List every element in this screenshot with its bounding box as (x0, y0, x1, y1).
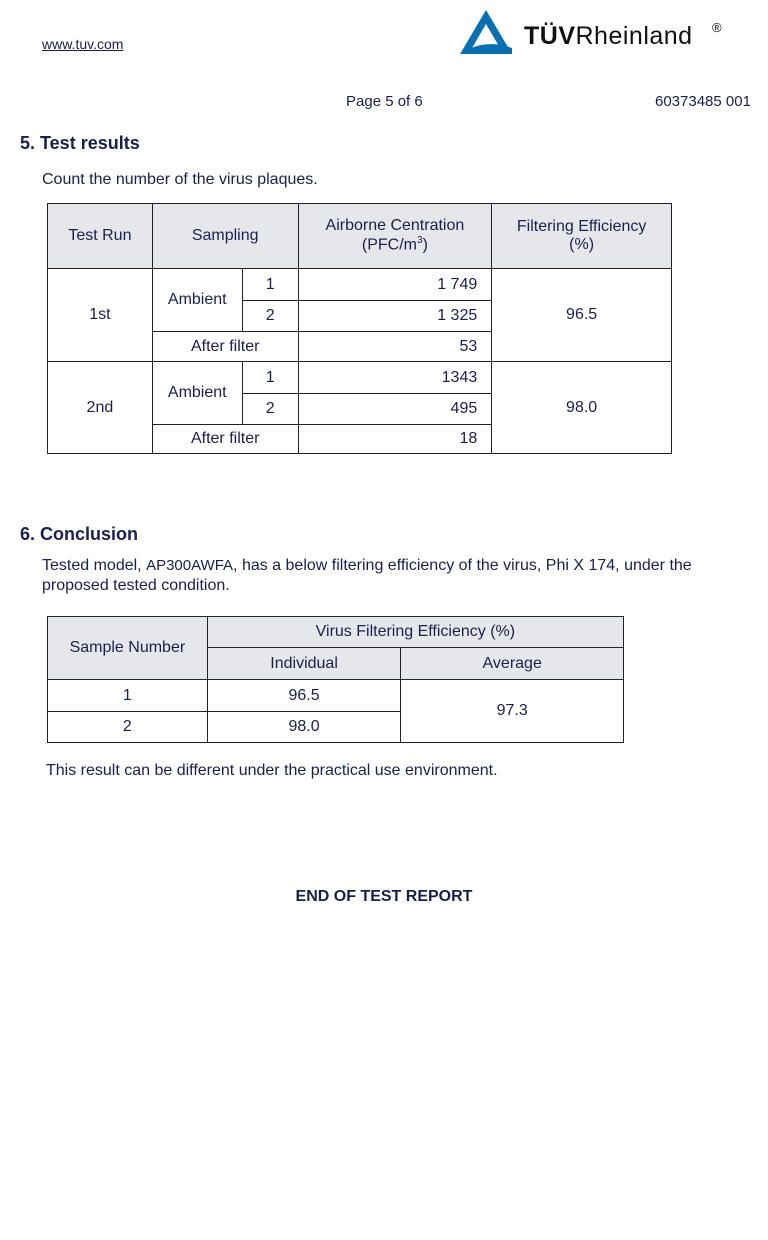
sample-number: 1 (242, 269, 298, 301)
efficiency-value: 98.0 (492, 362, 672, 454)
header-vfe: Virus Filtering Efficiency (%) (207, 617, 623, 648)
average-value: 97.3 (401, 680, 624, 743)
tuv-logo (458, 8, 728, 58)
header-average: Average (401, 648, 624, 680)
registered-mark: ® (712, 20, 722, 35)
individual-value: 98.0 (207, 712, 401, 743)
run-name: 2nd (48, 362, 153, 454)
tuv-website-link[interactable]: www.tuv.com (42, 36, 124, 52)
airborne-value: 18 (298, 425, 492, 454)
table-row (48, 680, 624, 712)
ambient-label: Ambient (152, 362, 242, 425)
header-airborne-label: Airborne Centration (325, 217, 465, 235)
header-efficiency-unit: (%) (569, 236, 595, 253)
sample-number: 1 (48, 680, 208, 712)
document-number: 60373485 001 (655, 93, 751, 110)
test-results-table (47, 203, 672, 454)
section-5-title: 5. Test results (20, 133, 140, 153)
header-efficiency (492, 204, 672, 269)
sample-number: 2 (48, 712, 208, 743)
section-6-text: Tested model, AP300AWFA, has a below filtering efficiency of the virus, Phi X 174, under the proposed tested condition. (42, 557, 692, 594)
table-header-row (48, 617, 624, 648)
header-individual: Individual (207, 648, 401, 680)
sample-number: 2 (242, 301, 298, 332)
header-test-run: Test Run (48, 204, 153, 269)
run-name: 1st (48, 269, 153, 362)
airborne-value: 1343 (298, 362, 492, 394)
header-sampling: Sampling (152, 204, 298, 269)
table-row (48, 269, 672, 301)
sample-number: 2 (242, 394, 298, 425)
airborne-value: 53 (298, 332, 492, 362)
model-name: AP300AWFA (146, 557, 234, 574)
after-filter-label: After filter (152, 332, 298, 362)
conclusion-table (47, 616, 624, 743)
tuv-triangle-icon (458, 8, 514, 56)
header-sample-number: Sample Number (48, 617, 208, 680)
header-airborne-unit: $(PFC/m^3)$ (361, 235, 428, 254)
efficiency-value: 96.5 (492, 269, 672, 362)
ambient-label: Ambient (152, 269, 242, 332)
section-6-title: 6. Conclusion (20, 524, 139, 544)
page-number: Page 5 of 6 (346, 93, 423, 110)
end-of-report: END OF TEST REPORT (295, 888, 473, 905)
header-airborne (298, 204, 492, 269)
table-row (48, 362, 672, 394)
conclusion-note: This result can be different under the practical use environment. (46, 762, 498, 779)
tuv-brand-text: TÜVRheinland (524, 22, 693, 50)
individual-value: 96.5 (207, 680, 401, 712)
sample-number: 1 (242, 362, 298, 394)
airborne-value: 1 749 (298, 269, 492, 301)
after-filter-label: After filter (152, 425, 298, 454)
airborne-value: 1 325 (298, 301, 492, 332)
table-header-row (48, 204, 672, 269)
section-5-intro: Count the number of the virus plaques. (42, 171, 318, 188)
airborne-value: 495 (298, 394, 492, 425)
header-efficiency-label: Filtering Efficiency (516, 218, 647, 235)
